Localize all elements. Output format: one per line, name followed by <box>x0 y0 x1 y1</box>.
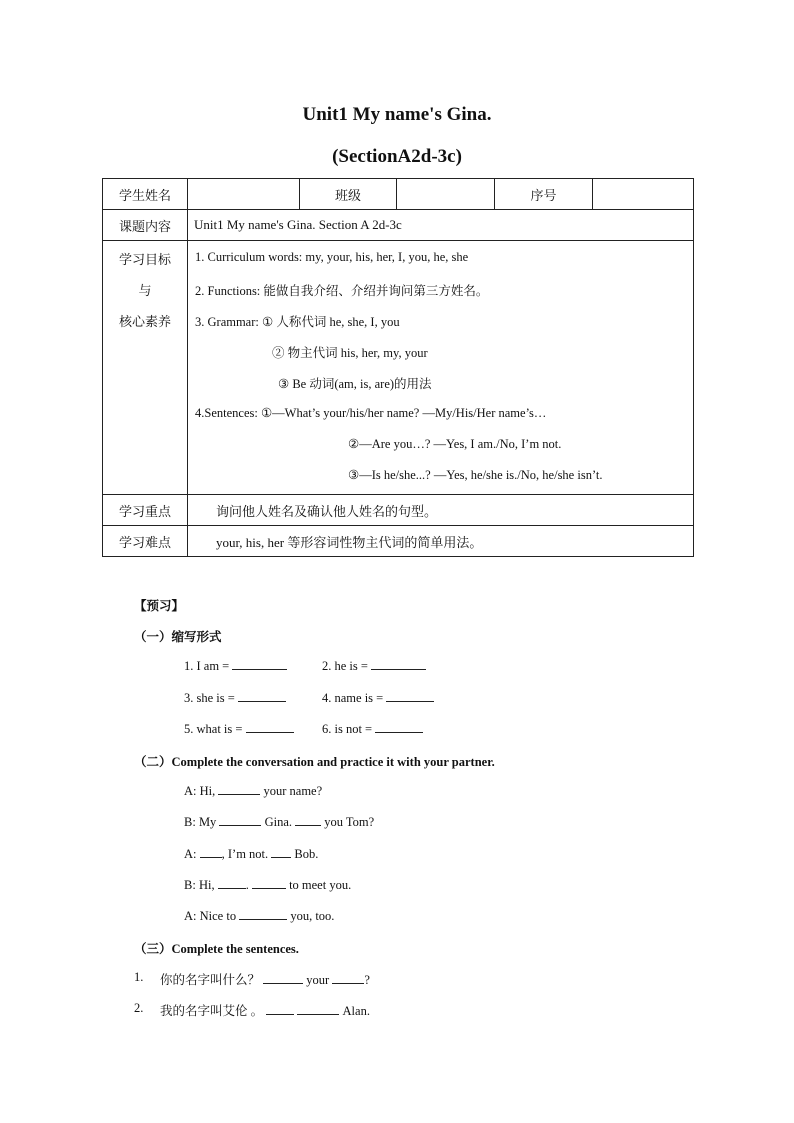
table-row <box>103 495 694 526</box>
objective-line: ②—Are you…? —Yes, I am./No, I’m not. <box>348 437 562 451</box>
sentence-num: 1. <box>134 970 144 984</box>
sentence-line <box>160 1001 370 1019</box>
dialog-line <box>184 783 322 799</box>
answer-blank[interactable] <box>232 658 287 670</box>
abbr-item-label: 5. what is = <box>184 722 243 736</box>
objective-line: 1. Curriculum words: my, your, his, her, I, you, he, she <box>195 250 469 264</box>
key-points-value: 询问他人姓名及确认他人姓名的句型。 <box>188 495 694 526</box>
dialog-text: to meet you. <box>289 878 352 892</box>
difficulties-value: your, his, her 等形容词性物主代词的简单用法。 <box>188 526 694 557</box>
number-field[interactable] <box>593 179 694 210</box>
dialog-text: Gina. <box>264 815 292 829</box>
dialog-speaker: A: <box>184 847 197 861</box>
dialog-text: Hi, <box>198 878 215 892</box>
abbr-item <box>322 658 426 674</box>
answer-blank[interactable] <box>271 846 291 858</box>
topic-label: 课题内容 <box>103 210 188 241</box>
dialog-text: My <box>198 815 217 829</box>
abbr-item-label: 6. is not = <box>322 722 373 736</box>
sentence-line <box>160 970 370 988</box>
student-name-field[interactable] <box>188 179 300 210</box>
answer-blank[interactable] <box>238 690 286 702</box>
key-points-label: 学习重点 <box>103 495 188 526</box>
dialog-text: your name? <box>263 784 323 798</box>
page-title: Unit1 My name's Gina. <box>302 104 492 125</box>
objectives-label <box>103 241 188 495</box>
answer-blank[interactable] <box>263 972 303 984</box>
abbr-item <box>184 721 294 737</box>
preview-heading: 【预习】 <box>134 599 185 613</box>
table-row <box>103 241 694 495</box>
objective-line: ③ Be 动词(am, is, are)的用法 <box>278 377 432 391</box>
objectives-label-line: 与 <box>138 283 152 298</box>
answer-blank[interactable] <box>218 877 246 889</box>
student-name-label: 学生姓名 <box>103 179 188 210</box>
part1-title: （一）缩写形式 <box>134 630 222 644</box>
abbr-item <box>184 658 287 674</box>
dialog-speaker: A: <box>184 784 197 798</box>
answer-blank[interactable] <box>200 846 222 858</box>
part2-title: （二）Complete the conversation and practice it with your partner. <box>134 755 495 769</box>
abbr-item-label: 4. name is = <box>322 691 384 705</box>
answer-blank[interactable] <box>332 972 364 984</box>
page-subtitle: (SectionA2d-3c) <box>332 146 462 167</box>
answer-blank[interactable] <box>239 908 287 920</box>
abbr-item <box>322 690 434 706</box>
dialog-speaker: B: <box>184 878 196 892</box>
class-field[interactable] <box>397 179 495 210</box>
abbr-item <box>184 690 286 706</box>
answer-blank[interactable] <box>252 877 286 889</box>
difficulties-label: 学习难点 <box>103 526 188 557</box>
dialog-text: . <box>245 878 249 892</box>
objective-line: 3. Grammar: ① 人称代词 he, she, I, you <box>195 315 400 329</box>
class-label: 班级 <box>300 179 397 210</box>
number-label: 序号 <box>495 179 593 210</box>
table-row <box>103 210 694 241</box>
dialog-text: Bob. <box>294 847 319 861</box>
table-row <box>103 526 694 557</box>
dialog-text: you, too. <box>290 909 335 923</box>
objectives-cell <box>188 241 694 495</box>
dialog-line <box>184 846 318 862</box>
abbr-item-label: 3. she is = <box>184 691 235 705</box>
sentence-cn: 你的名字叫什么？ <box>160 973 261 987</box>
answer-blank[interactable] <box>371 658 426 670</box>
dialog-line <box>184 814 374 830</box>
objective-line: 2. Functions: 能做自我介绍、介绍并询问第三方姓名。 <box>195 284 489 298</box>
dialog-line <box>184 908 334 924</box>
sentence-text: Alan. <box>342 1004 370 1018</box>
dialog-text: Nice to <box>199 909 237 923</box>
dialog-speaker: B: <box>184 815 196 829</box>
abbr-item-label: 2. he is = <box>322 659 368 673</box>
answer-blank[interactable] <box>246 721 294 733</box>
dialog-line <box>184 877 351 893</box>
answer-blank[interactable] <box>219 814 261 826</box>
topic-value: Unit1 My name's Gina. Section A 2d-3c <box>188 210 694 241</box>
answer-blank[interactable] <box>218 783 260 795</box>
dialog-speaker: A: <box>184 909 197 923</box>
dialog-text: you Tom? <box>324 815 375 829</box>
objective-line: 4.Sentences: ①—What’s your/his/her name? —My/His/Her name’s… <box>195 406 547 420</box>
dialog-text: , I’m not. <box>221 847 269 861</box>
sentence-num: 2. <box>134 1001 144 1015</box>
info-table <box>102 178 694 557</box>
sentence-cn: 我的名字叫艾伦 。 <box>160 1004 264 1018</box>
objectives-label-line: 核心素养 <box>118 314 171 329</box>
sentence-text: your <box>306 973 330 987</box>
part3-title: （三）Complete the sentences. <box>134 942 299 956</box>
objective-line: ③—Is he/she...? —Yes, he/she is./No, he/she isn’t. <box>348 468 603 482</box>
abbr-item <box>322 721 423 737</box>
answer-blank[interactable] <box>295 814 321 826</box>
objectives-label-line: 学习目标 <box>118 252 171 267</box>
table-row <box>103 179 694 210</box>
answer-blank[interactable] <box>266 1003 294 1015</box>
answer-blank[interactable] <box>386 690 434 702</box>
answer-blank[interactable] <box>297 1003 339 1015</box>
sentence-text: ? <box>364 973 370 987</box>
dialog-text: Hi, <box>199 784 216 798</box>
objective-line: ② 物主代词 his, her, my, your <box>272 346 428 360</box>
answer-blank[interactable] <box>375 721 423 733</box>
abbr-item-label: 1. I am = <box>184 659 230 673</box>
